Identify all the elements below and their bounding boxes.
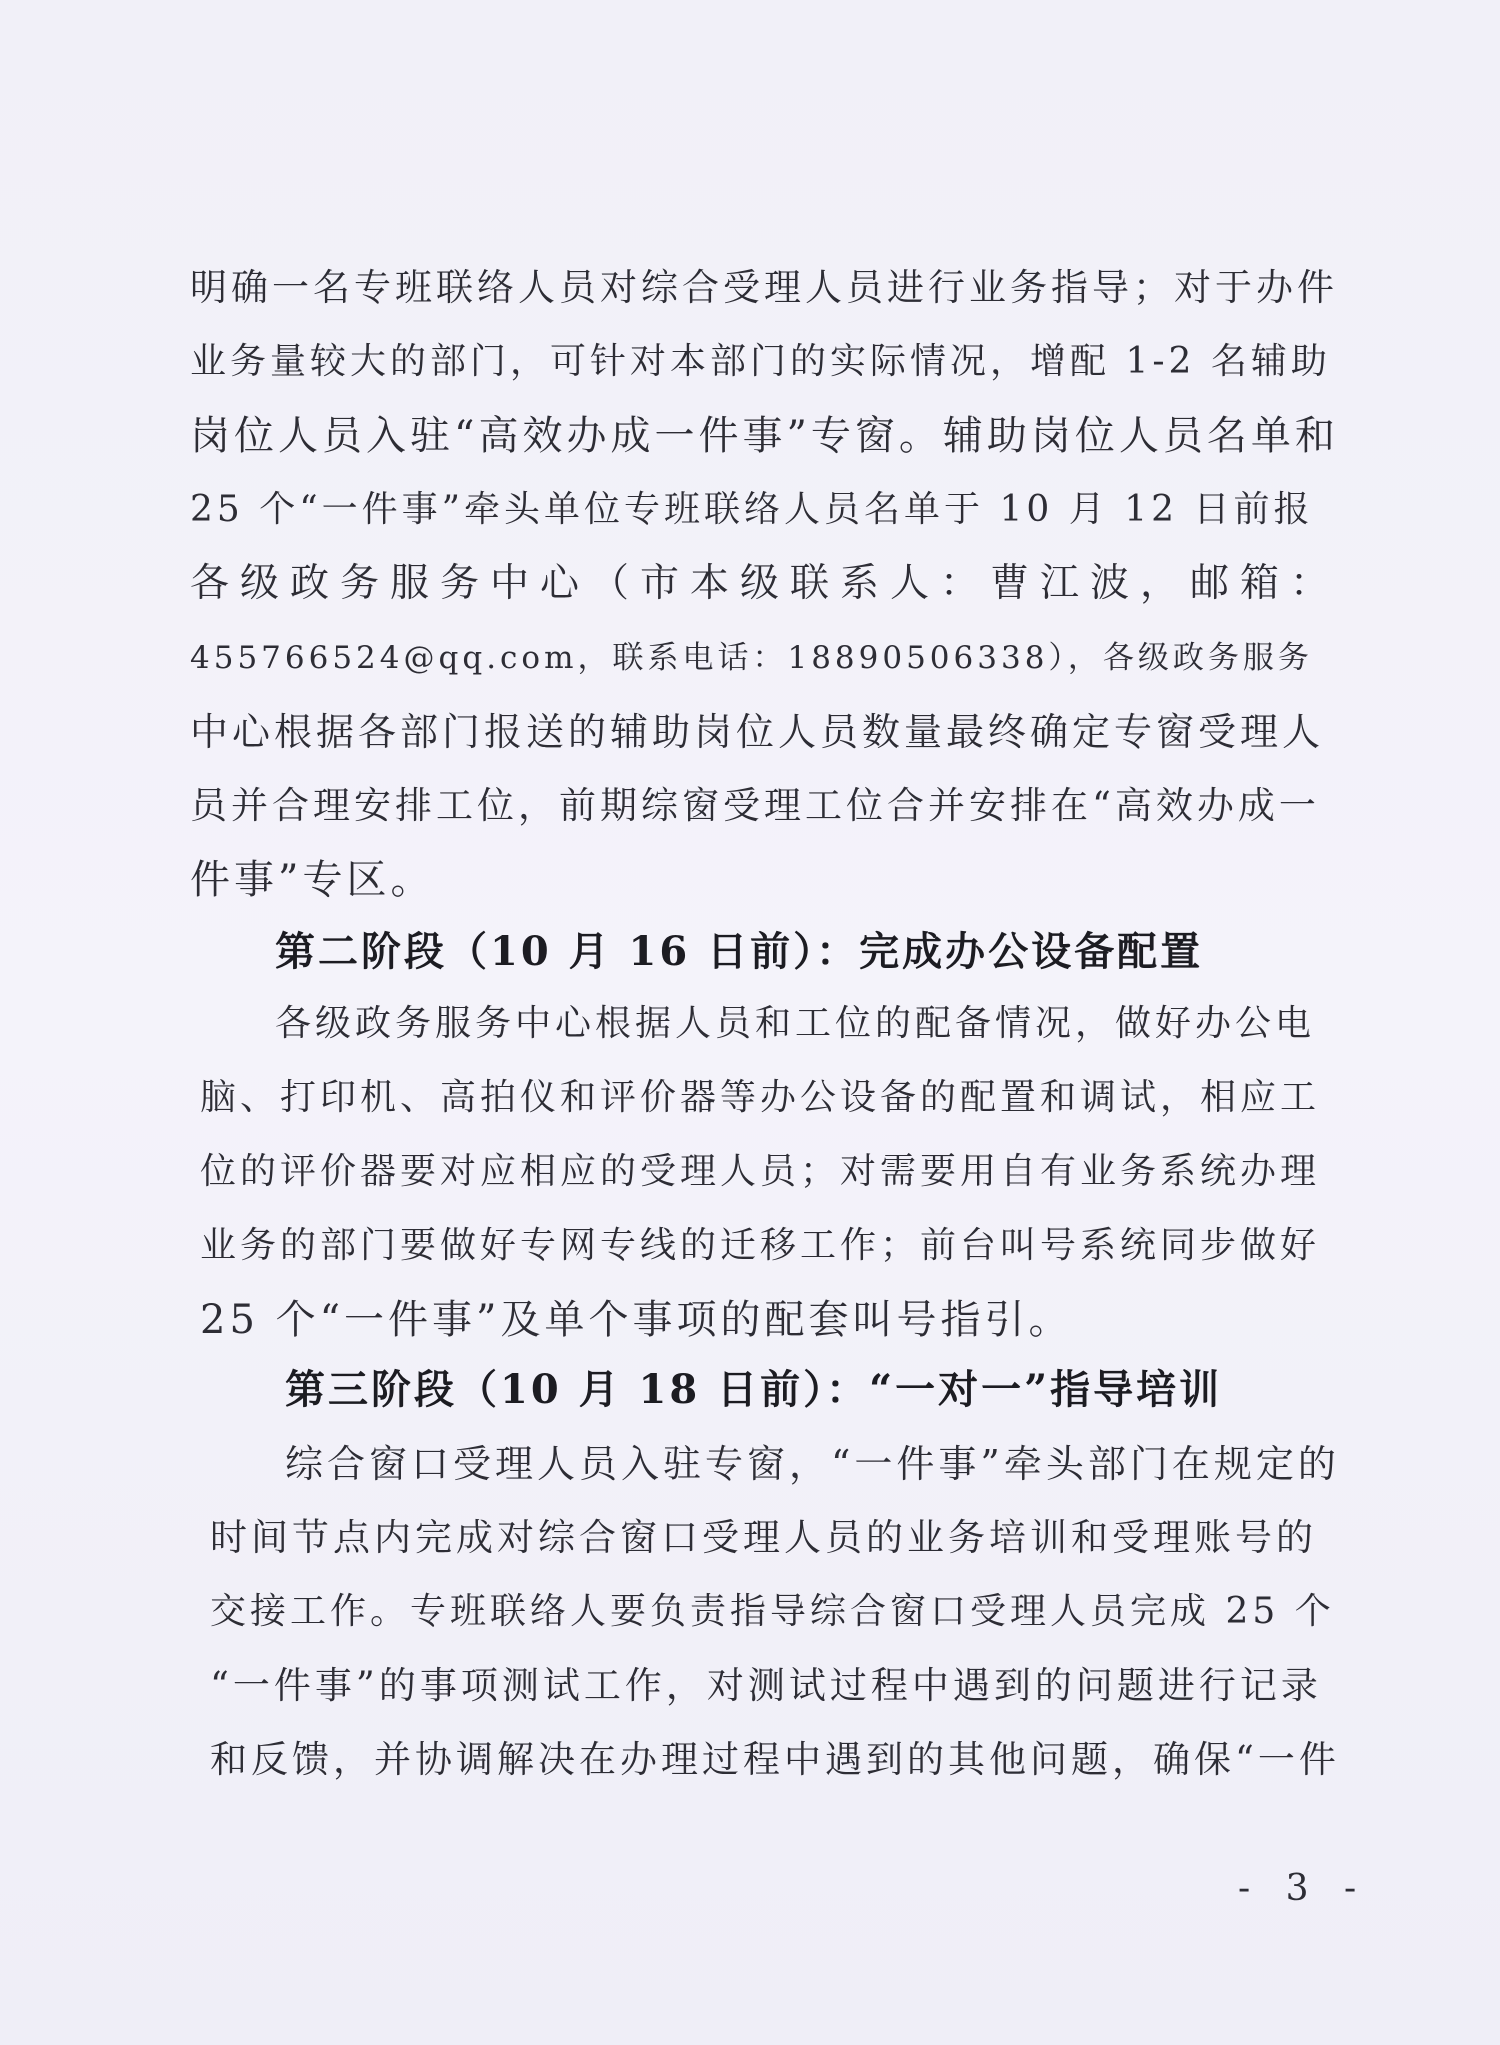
- body-line: 各级政务服务中心（市本级联系人：曹江波，邮箱：: [190, 561, 1341, 606]
- body-line: 岗位人员入驻“高效办成一件事”专窗。辅助岗位人员名单和: [190, 413, 1339, 459]
- body-line: “一件事”的事项测试工作，对测试过程中遇到的问题进行记录: [210, 1664, 1322, 1707]
- body-line: 业务量较大的部门，可针对本部门的实际情况，增配 1-2 名辅助: [190, 341, 1331, 382]
- body-line: 脑、打印机、高拍仪和评价器等办公设备的配置和调试，相应工: [200, 1077, 1321, 1118]
- body-line: 时间节点内完成对综合窗口受理人员的业务培训和受理账号的: [210, 1516, 1317, 1559]
- body-line: 25 个“一件事”牵头单位专班联络人员名单于 10 月 12 日前报: [190, 489, 1314, 530]
- section-heading-stage-3: 第三阶段（10 月 18 日前）：“一对一”指导培训: [285, 1366, 1223, 1413]
- body-line: 25 个“一件事”及单个事项的配套叫号指引。: [200, 1297, 1073, 1343]
- body-line: 和反馈，并协调解决在办理过程中遇到的其他问题，确保“一件: [210, 1738, 1340, 1781]
- body-line: 455766524@qq.com，联系电话：18890506338），各级政务服务: [190, 640, 1313, 676]
- body-line: 各级政务服务中心根据人员和工位的配备情况，做好办公电: [275, 1003, 1316, 1044]
- body-line: 交接工作。专班联络人要负责指导综合窗口受理人员完成 25 个: [210, 1591, 1335, 1632]
- body-line: 中心根据各部门报送的辅助岗位人员数量最终确定专窗受理人: [190, 710, 1325, 754]
- body-line: 明确一名专班联络人员对综合受理人员进行业务指导；对于办件: [190, 266, 1338, 309]
- body-line: 业务的部门要做好专网专线的迁移工作；前台叫号系统同步做好: [200, 1225, 1321, 1266]
- body-line: 位的评价器要对应相应的受理人员；对需要用自有业务系统办理: [200, 1151, 1321, 1192]
- body-line: 件事”专区。: [190, 857, 435, 903]
- page-number: - 3 -: [1238, 1868, 1369, 1909]
- body-line: 员并合理安排工位，前期综窗受理工位合并安排在“高效办成一: [190, 784, 1320, 827]
- body-line: 综合窗口受理人员入驻专窗，“一件事”牵头部门在规定的: [285, 1442, 1340, 1486]
- section-heading-stage-2: 第二阶段（10 月 16 日前）：完成办公设备配置: [275, 928, 1204, 975]
